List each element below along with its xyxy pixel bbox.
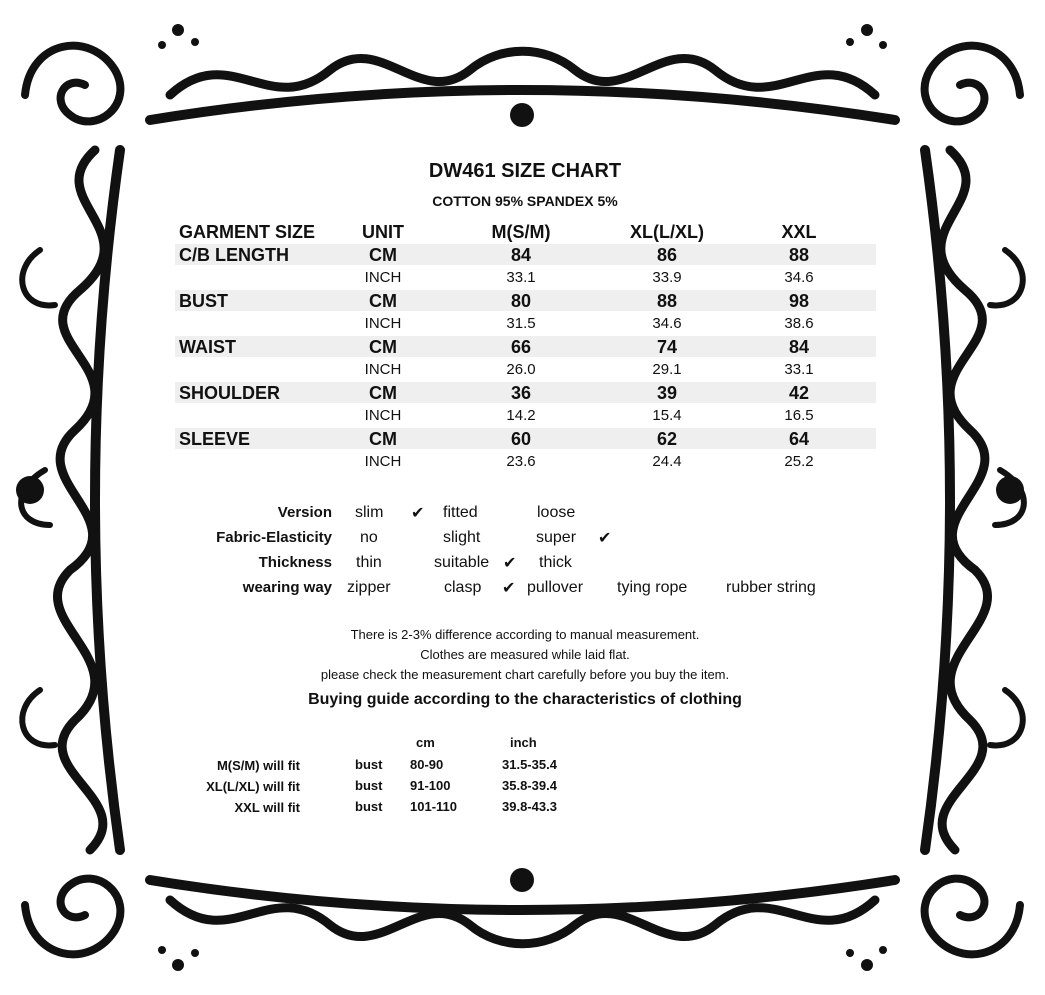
cell-inch: 29.1 (652, 361, 682, 378)
guide-cm-range: 91-100 (410, 778, 451, 793)
cell-inch: 24.4 (652, 453, 682, 470)
attr-option: suitable (434, 554, 490, 571)
guide-inch-range: 39.8-43.3 (502, 799, 557, 814)
guide-size-label: M(S/M) will fit (216, 758, 300, 773)
attr-option: super (536, 529, 577, 546)
cell-cm: 39 (656, 383, 678, 403)
cell-inch: 14.2 (506, 407, 536, 424)
attr-option: loose (537, 504, 576, 521)
check-icon: ✔ (411, 505, 425, 522)
unit-cm: CM (369, 429, 397, 449)
cell-inch: 34.6 (784, 269, 814, 286)
guide-size-label: XXL will fit (234, 800, 300, 815)
cell-cm: 84 (788, 337, 810, 357)
guide-header-inch: inch (510, 735, 537, 750)
unit-inch: INCH (364, 361, 402, 378)
cell-inch: 26.0 (506, 361, 536, 378)
attr-option: no (360, 529, 378, 546)
attr-label-elasticity: Fabric-Elasticity (216, 529, 332, 546)
attr-option: rubber string (726, 579, 816, 596)
cell-cm: 80 (510, 291, 532, 311)
attr-option: thin (356, 554, 382, 571)
attr-option: slight (443, 529, 481, 546)
guide-cm-range: 80-90 (410, 757, 444, 772)
guide-size-label: XL(L/XL) will fit (206, 779, 300, 794)
unit-cm: CM (369, 291, 397, 311)
attr-option: tying rope (617, 579, 688, 596)
check-icon: ✔ (503, 555, 517, 572)
cell-cm: 66 (510, 337, 532, 357)
header-size-m: M(S/M) (491, 222, 551, 242)
guide-inch-range: 35.8-39.4 (502, 778, 557, 793)
cell-inch: 16.5 (784, 407, 814, 424)
unit-cm: CM (369, 245, 397, 265)
cell-inch: 23.6 (506, 453, 536, 470)
measure-name: C/B LENGTH (179, 245, 289, 265)
cell-cm: 98 (788, 291, 810, 311)
attr-label-version: Version (277, 504, 332, 521)
unit-inch: INCH (364, 407, 402, 424)
attr-option: pullover (527, 579, 584, 596)
cell-cm: 84 (510, 245, 532, 265)
attr-label-thickness: Thickness (258, 554, 332, 571)
measure-name: SLEEVE (179, 429, 251, 449)
cell-cm: 62 (656, 429, 678, 449)
cell-cm: 64 (788, 429, 810, 449)
cell-cm: 42 (788, 383, 810, 403)
header-size-xl: XL(L/XL) (630, 222, 704, 242)
measure-name: SHOULDER (179, 383, 281, 403)
check-icon: ✔ (502, 580, 516, 597)
header-unit: UNIT (362, 222, 404, 242)
note-check-chart: please check the measurement chart carefully before you buy the item. (320, 667, 730, 682)
guide-inch-range: 31.5-35.4 (502, 757, 557, 772)
cell-inch: 34.6 (652, 315, 682, 332)
cell-cm: 74 (656, 337, 678, 357)
cell-inch: 33.1 (784, 361, 814, 378)
cell-inch: 25.2 (784, 453, 814, 470)
guide-part: bust (355, 778, 383, 793)
guide-part: bust (355, 799, 383, 814)
cell-cm: 86 (656, 245, 678, 265)
cell-cm: 88 (656, 291, 678, 311)
note-laid-flat: Clothes are measured while laid flat. (420, 647, 630, 662)
cell-inch: 33.1 (506, 269, 536, 286)
fabric-composition: COTTON 95% SPANDEX 5% (432, 193, 618, 209)
unit-cm: CM (369, 383, 397, 403)
cell-inch: 15.4 (652, 407, 682, 424)
attr-option: slim (355, 504, 384, 521)
measure-name: BUST (179, 291, 228, 311)
cell-inch: 38.6 (784, 315, 814, 332)
guide-cm-range: 101-110 (410, 799, 457, 814)
note-measurement-difference: There is 2-3% difference according to manual measurement. (350, 627, 700, 642)
measure-name: WAIST (179, 337, 236, 357)
attr-option: fitted (443, 504, 478, 521)
attr-option: clasp (444, 579, 482, 596)
chart-title: DW461 SIZE CHART (428, 160, 622, 182)
cell-cm: 88 (788, 245, 810, 265)
unit-inch: INCH (364, 315, 402, 332)
guide-part: bust (355, 757, 383, 772)
cell-cm: 60 (510, 429, 532, 449)
header-size-xxl: XXL (781, 222, 817, 242)
cell-cm: 36 (510, 383, 532, 403)
attr-option: zipper (347, 579, 391, 596)
guide-header-cm: cm (416, 735, 435, 750)
cell-inch: 33.9 (652, 269, 682, 286)
cell-inch: 31.5 (506, 315, 536, 332)
unit-inch: INCH (364, 269, 402, 286)
unit-inch: INCH (364, 453, 402, 470)
buying-guide-title: Buying guide according to the characteristics of clothing (308, 691, 742, 708)
attr-option: thick (539, 554, 572, 571)
unit-cm: CM (369, 337, 397, 357)
header-garment-size: GARMENT SIZE (179, 222, 316, 242)
attr-label-wearing-way: wearing way (242, 579, 332, 596)
check-icon: ✔ (598, 530, 612, 547)
